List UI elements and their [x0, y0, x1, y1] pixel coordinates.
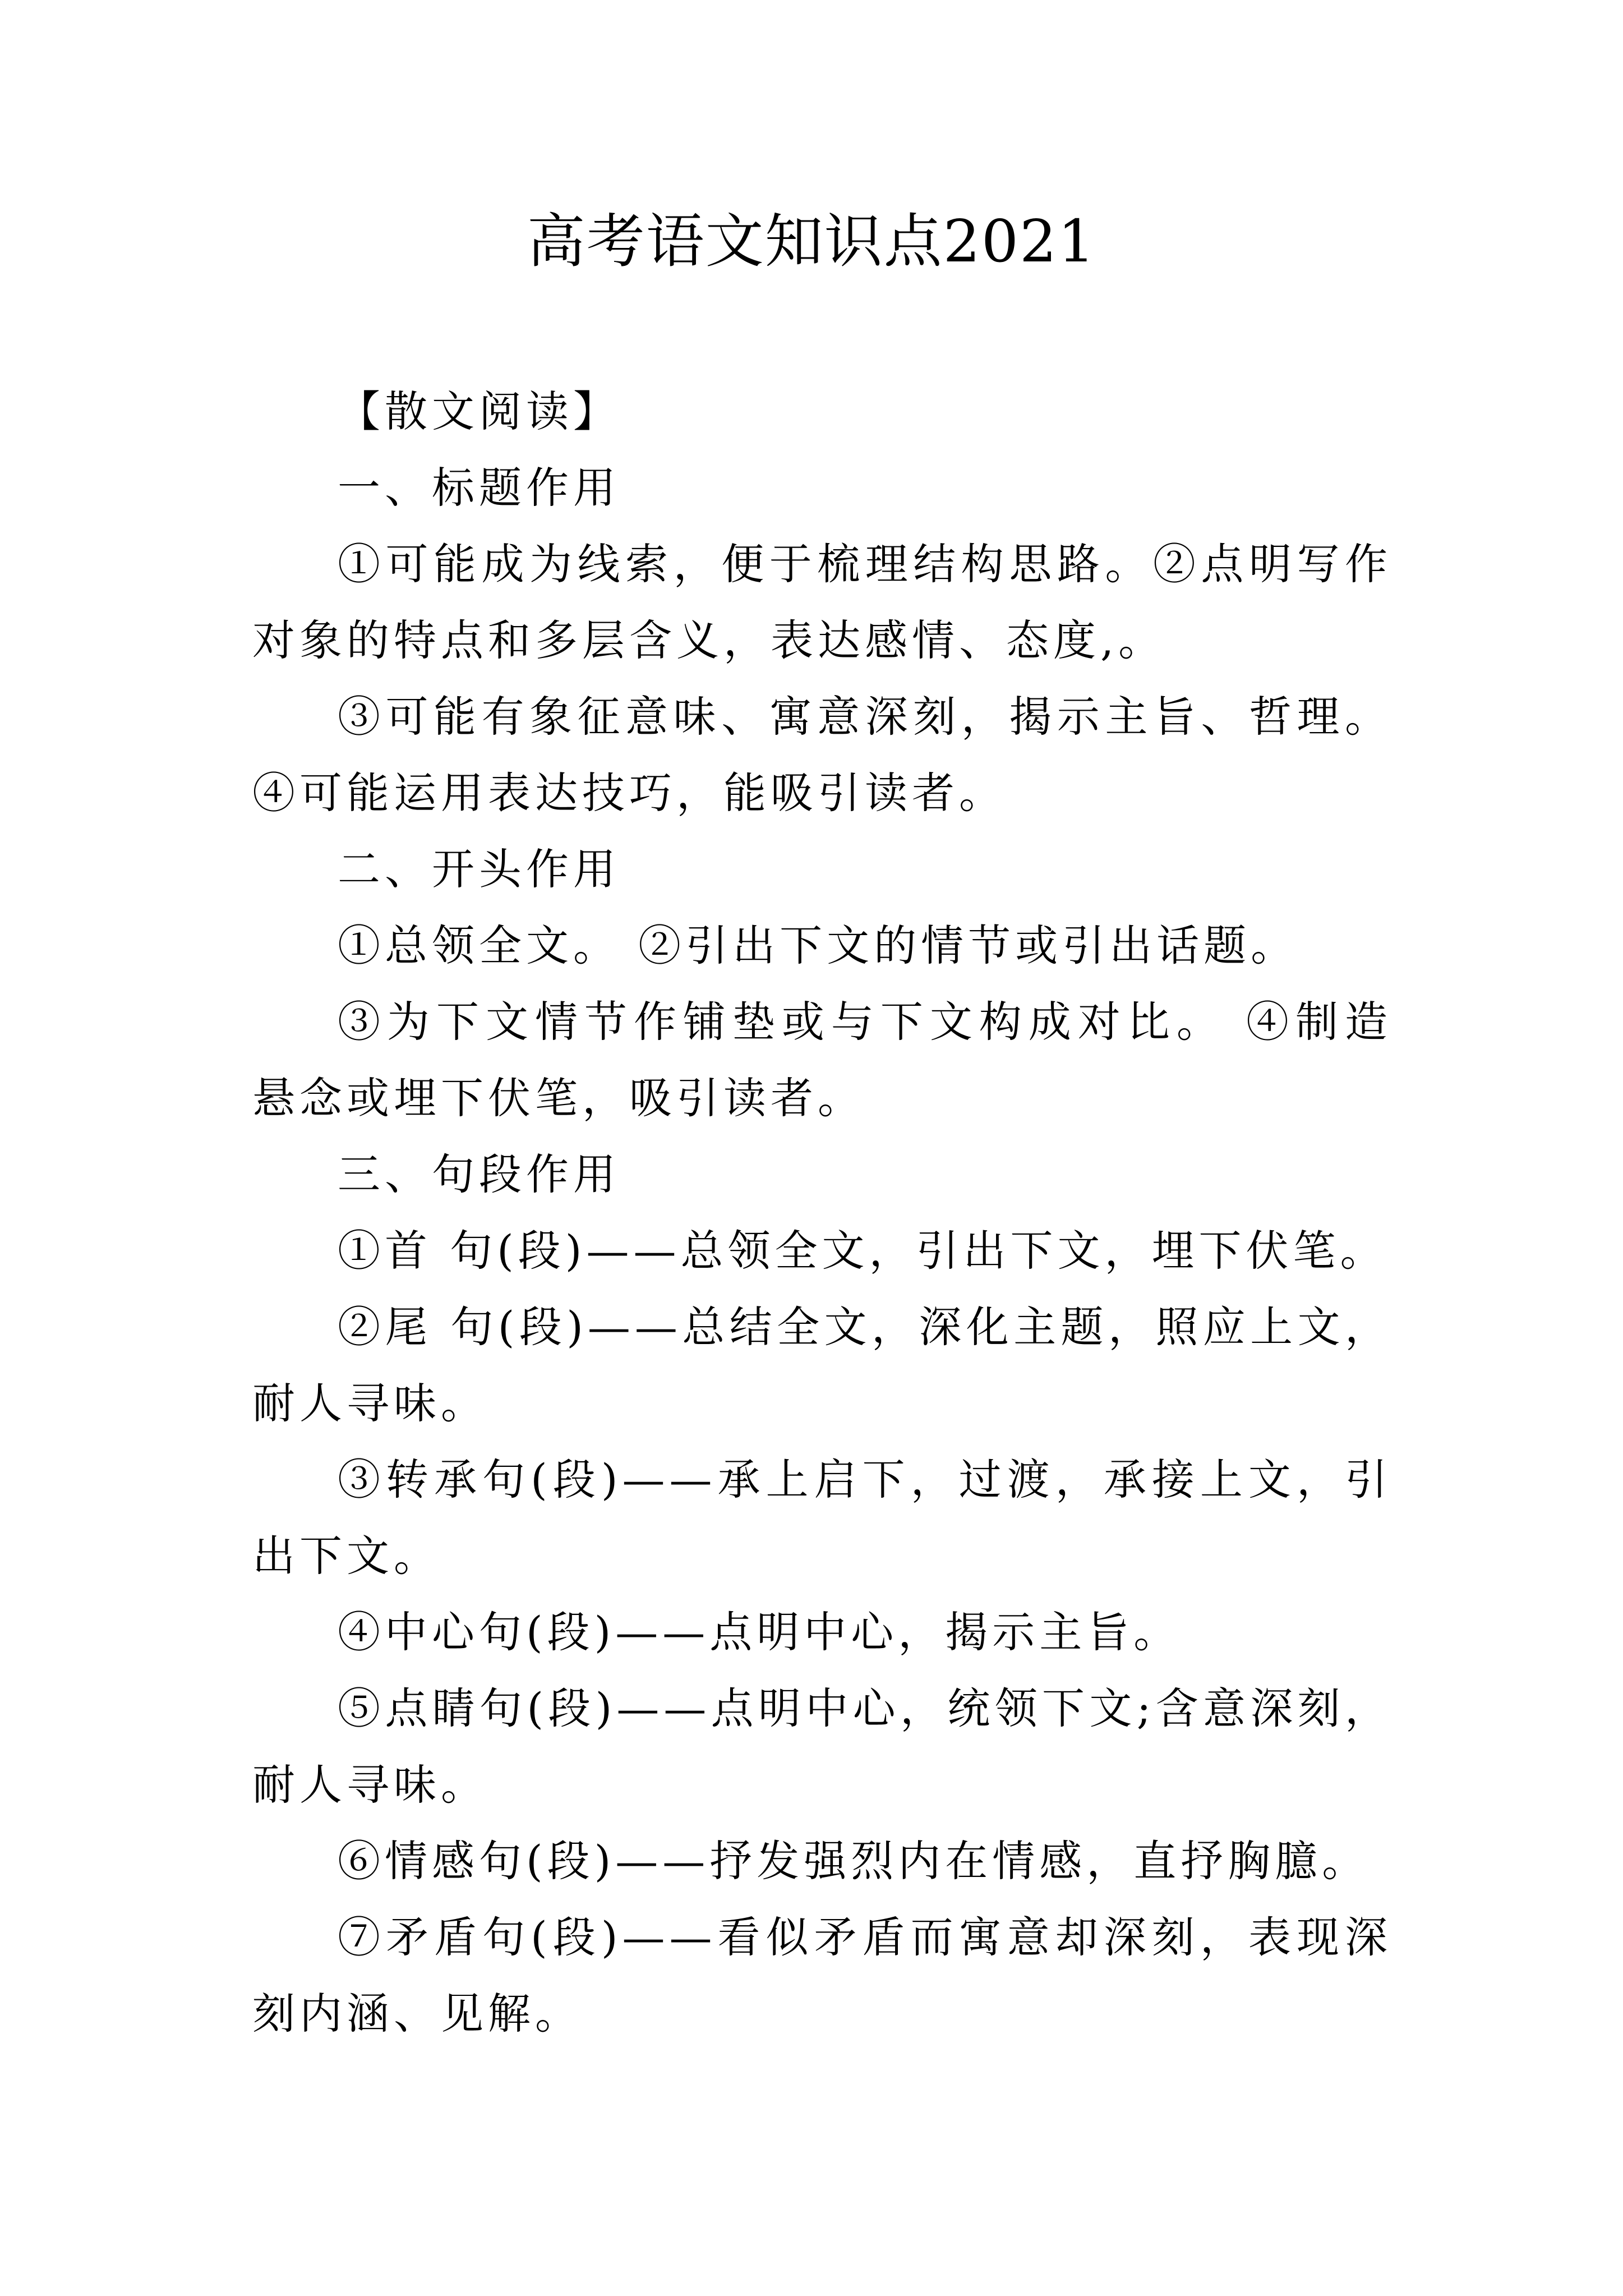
- section-heading-prose-reading: 【散文阅读】: [338, 386, 620, 436]
- list-item: ③转承句(段)——承上启下，过渡，承接上文，引出下文。: [252, 1455, 1392, 1581]
- list-item: ⑦矛盾句(段)——看似矛盾而寓意却深刻，表现深刻内涵、见解。: [252, 1912, 1392, 2039]
- paragraph: ①总领全文。 ②引出下文的情节或引出话题。: [338, 921, 1298, 970]
- list-item: ②尾 句(段)——总结全文，深化主题，照应上文，耐人寻味。: [252, 1302, 1392, 1428]
- list-item: ①首 句(段)——总领全文，引出下文，埋下伏笔。: [338, 1226, 1387, 1276]
- paragraph: ①可能成为线索，便于梳理结构思路。②点明写作对象的特点和多层含义，表达感情、态度,。: [252, 539, 1392, 665]
- list-item: ⑤点睛句(段)——点明中心，统领下文;含意深刻，耐人寻味。: [252, 1683, 1392, 1810]
- document-body: [252, 374, 1392, 2052]
- document-title: 高考语文知识点2021: [527, 207, 1096, 275]
- list-item: ④中心句(段)——点明中心，揭示主旨。: [338, 1607, 1181, 1657]
- list-item: ⑥情感句(段)——抒发强烈内在情感，直抒胸臆。: [338, 1836, 1370, 1886]
- paragraph: ③为下文情节作铺垫或与下文构成对比。 ④制造悬念或埋下伏笔，吸引读者。: [252, 997, 1392, 1123]
- heading-sentence-function: 三、句段作用: [338, 1149, 620, 1199]
- heading-title-function: 一、标题作用: [338, 463, 620, 513]
- heading-opening-function: 二、开头作用: [338, 844, 620, 894]
- paragraph: ③可能有象征意味、寓意深刻，揭示主旨、哲理。④可能运用表达技巧，能吸引读者。: [252, 692, 1392, 818]
